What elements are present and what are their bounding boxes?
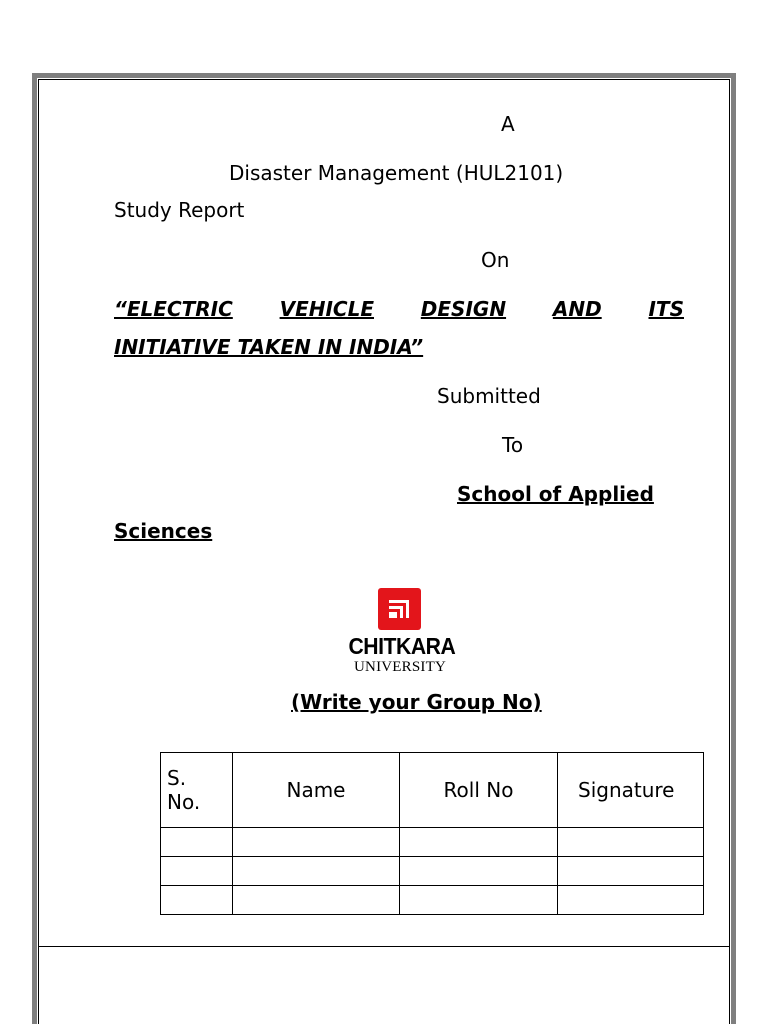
table-cell[interactable]	[558, 857, 704, 886]
report-title-line2: INITIATIVE TAKEN IN INDIA”	[114, 335, 424, 359]
cover-article: A	[501, 112, 515, 136]
title-word: ITS	[648, 297, 684, 321]
logo-subtitle: UNIVERSITY	[354, 659, 446, 675]
table-cell[interactable]	[400, 857, 558, 886]
page-bottom-rule	[38, 946, 730, 947]
table-cell[interactable]	[161, 886, 233, 915]
title-word: “ELECTRIC	[114, 297, 233, 321]
university-logo	[344, 588, 456, 680]
table-cell[interactable]	[161, 857, 233, 886]
title-word: AND	[552, 297, 602, 321]
header-name: Name	[233, 753, 400, 828]
report-type: Study Report	[114, 198, 245, 222]
on-text: On	[481, 248, 510, 272]
school-name-line1: School of Applied	[457, 482, 654, 506]
table-cell[interactable]	[161, 828, 233, 857]
table-cell[interactable]	[233, 886, 400, 915]
group-members-table	[160, 752, 704, 915]
logo-mark-icon	[378, 588, 421, 630]
group-number-prompt: (Write your Group No)	[291, 690, 542, 714]
table-cell[interactable]	[558, 886, 704, 915]
title-word: DESIGN	[420, 297, 507, 321]
header-serial: S. No.	[161, 753, 233, 828]
table-cell[interactable]	[400, 886, 558, 915]
course-title: Disaster Management (HUL2101)	[229, 161, 564, 185]
table-cell[interactable]	[233, 857, 400, 886]
table-header-row	[161, 753, 704, 828]
submitted-text: Submitted	[437, 384, 541, 408]
report-title-line1	[114, 297, 684, 321]
table-row	[161, 857, 704, 886]
to-text: To	[502, 433, 524, 457]
table-cell[interactable]	[400, 828, 558, 857]
header-signature: Signature	[558, 753, 704, 828]
table-cell[interactable]	[233, 828, 400, 857]
table-cell[interactable]	[558, 828, 704, 857]
table-row	[161, 886, 704, 915]
table-row	[161, 828, 704, 857]
logo-wordmark: CHITKARA	[348, 633, 456, 659]
school-name-line2: Sciences	[114, 519, 213, 543]
header-roll-no: Roll No	[400, 753, 558, 828]
title-word: VEHICLE	[279, 297, 374, 321]
